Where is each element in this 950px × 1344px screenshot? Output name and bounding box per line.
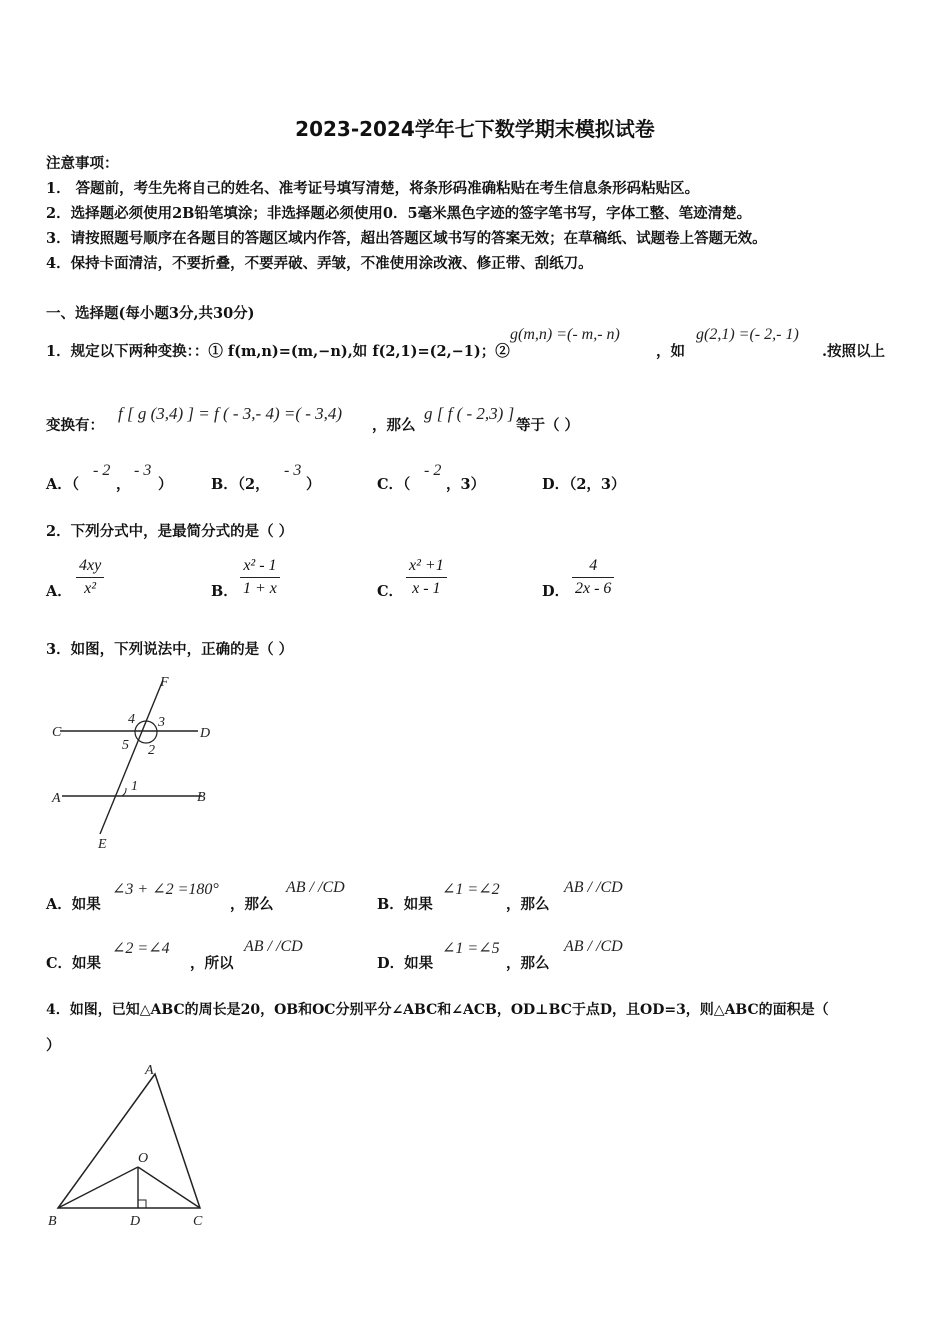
q1-option-a-label: A．（ bbox=[46, 476, 80, 493]
q3-option-a-label: A．如果 bbox=[46, 896, 101, 913]
q3-option-b-cond: ∠1 =∠2 bbox=[442, 881, 500, 898]
q1-option-a-v1: - 2 bbox=[93, 462, 111, 479]
q1-option-c-v1: - 2 bbox=[424, 462, 442, 479]
q3-option-c-res: AB / /CD bbox=[244, 938, 303, 955]
q3-option-c-mid: ，所以 bbox=[190, 955, 234, 972]
angle-1-arc bbox=[122, 788, 126, 796]
q1-math-example: f [ g (3,4) ] = f ( - 3,- 4) =( - 3,4) bbox=[118, 404, 343, 423]
q1-option-c-label: C．（ bbox=[377, 476, 411, 493]
notice-item-3: 3．请按照题号顺序在各题目的答题区域内作答，超出答题区域书写的答案无效；在草稿纸、试题卷上答题无效。 bbox=[46, 230, 767, 247]
q3-option-d-mid: ，那么 bbox=[506, 955, 550, 972]
q1-option-a-end: ） bbox=[158, 476, 173, 493]
q3-option-d-cond: ∠1 =∠5 bbox=[442, 940, 500, 957]
q2-option-a-num: 4xy bbox=[76, 557, 104, 578]
q2-option-b-label: B． bbox=[211, 583, 238, 600]
label-d: D bbox=[130, 1214, 141, 1229]
segment-ob bbox=[58, 1167, 138, 1208]
label-1: 1 bbox=[131, 779, 138, 794]
q1-text-d: 变换有： bbox=[46, 417, 104, 434]
q3-option-c-label: C．如果 bbox=[46, 955, 102, 972]
q1-option-b-end: ） bbox=[306, 476, 321, 493]
q1-math-g: g(m,n) =(- m,- n) bbox=[510, 326, 620, 343]
q1-text-c: .按照以上 bbox=[822, 343, 886, 360]
label-d: D bbox=[200, 726, 211, 741]
q3-figure bbox=[40, 668, 230, 858]
q3-option-c-cond: ∠2 =∠4 bbox=[112, 940, 170, 957]
label-c: C bbox=[193, 1214, 203, 1229]
label-4: 4 bbox=[128, 712, 135, 727]
triangle-abc bbox=[58, 1074, 200, 1208]
q2-option-b-fraction bbox=[240, 557, 280, 598]
q2-option-d-label: D． bbox=[542, 583, 570, 600]
q3-option-a-cond: ∠3 + ∠2 =180° bbox=[112, 881, 219, 898]
right-angle-mark bbox=[138, 1200, 146, 1208]
section-heading: 一、选择题(每小题3分,共30分) bbox=[46, 305, 255, 322]
q2-option-d-num: 4 bbox=[572, 557, 614, 578]
q3-option-b-mid: ，那么 bbox=[506, 896, 550, 913]
q1-option-c-end: ，3） bbox=[446, 476, 486, 493]
label-5: 5 bbox=[122, 738, 129, 753]
label-e: E bbox=[98, 837, 107, 852]
q3-option-a-mid: ，那么 bbox=[230, 896, 274, 913]
notice-heading: 注意事项： bbox=[46, 155, 119, 172]
label-c: C bbox=[52, 725, 62, 740]
q3-option-a-res: AB / /CD bbox=[286, 879, 345, 896]
q3-text: 3．如图，下列说法中，正确的是（ ） bbox=[46, 641, 294, 658]
q2-text: 2．下列分式中，是最简分式的是（ ） bbox=[46, 523, 294, 540]
q1-text-f: 等于（ ） bbox=[516, 417, 580, 434]
label-o: O bbox=[138, 1151, 149, 1166]
label-2: 2 bbox=[148, 743, 155, 758]
q2-option-a-label: A． bbox=[46, 583, 72, 600]
notice-item-2: 2．选择题必须使用2B铅笔填涂；非选择题必须使用0．5毫米黑色字迹的签字笔书写，字体工整、笔迹清楚。 bbox=[46, 205, 752, 222]
q2-option-c-den: x - 1 bbox=[412, 580, 441, 597]
angle-circle bbox=[135, 721, 157, 743]
label-b: B bbox=[48, 1214, 57, 1229]
q1-option-a-sep: ， bbox=[116, 476, 131, 493]
q2-option-a-fraction bbox=[76, 557, 104, 598]
label-b: B bbox=[197, 790, 206, 805]
q2-option-b-num: x² - 1 bbox=[240, 557, 280, 578]
q1-text-a: 1．规定以下两种变换：：① f(m,n)=(m,−n),如 f(2,1)=(2,−1)；② bbox=[46, 343, 510, 360]
q2-option-c-num: x² +1 bbox=[406, 557, 447, 578]
label-a: A bbox=[145, 1063, 154, 1078]
q3-option-b-res: AB / /CD bbox=[564, 879, 623, 896]
label-f: F bbox=[160, 675, 169, 690]
q1-math-ask: g [ f ( - 2,3) ] bbox=[424, 404, 515, 423]
q1-text-b: ，如 bbox=[656, 343, 685, 360]
label-3: 3 bbox=[158, 715, 165, 730]
q2-option-c-fraction bbox=[406, 557, 447, 598]
q4-text-b: ） bbox=[46, 1037, 61, 1054]
q3-option-b-label: B．如果 bbox=[377, 896, 433, 913]
notice-item-4: 4．保持卡面清洁，不要折叠，不要弄破、弄皱，不准使用涂改液、修正带、刮纸刀。 bbox=[46, 255, 593, 272]
page-title: 2023-2024学年七下数学期末模拟试卷 bbox=[295, 117, 655, 141]
q2-option-c-label: C． bbox=[377, 583, 404, 600]
q4-figure bbox=[40, 1060, 220, 1235]
q1-option-a-v2: - 3 bbox=[134, 462, 152, 479]
q1-math-g21: g(2,1) =(- 2,- 1) bbox=[696, 326, 799, 343]
q3-option-d-label: D．如果 bbox=[377, 955, 434, 972]
q2-option-d-fraction bbox=[572, 557, 614, 598]
q1-option-d-label: D．（2，3） bbox=[542, 476, 626, 493]
label-a: A bbox=[52, 791, 61, 806]
q2-option-b-den: 1 + x bbox=[243, 580, 277, 597]
q3-option-d-res: AB / /CD bbox=[564, 938, 623, 955]
q1-option-b-label: B．（2， bbox=[211, 476, 270, 493]
q1-text-e: ，那么 bbox=[372, 417, 416, 434]
q2-option-a-den: x² bbox=[84, 580, 97, 597]
q2-option-d-den: 2x - 6 bbox=[575, 580, 612, 597]
notice-item-1: 1． 答题前，考生先将自己的姓名、准考证号填写清楚，将条形码准确粘贴在考生信息条形码粘贴区。 bbox=[46, 180, 700, 197]
segment-oc bbox=[138, 1167, 200, 1208]
q4-text-a: 4．如图，已知△ABC的周长是20，OB和OC分别平分∠ABC和∠ACB，OD⊥BC于点D，且OD=3，则△ABC的面积是（ bbox=[46, 1002, 829, 1018]
q1-option-b-v1: - 3 bbox=[284, 462, 302, 479]
